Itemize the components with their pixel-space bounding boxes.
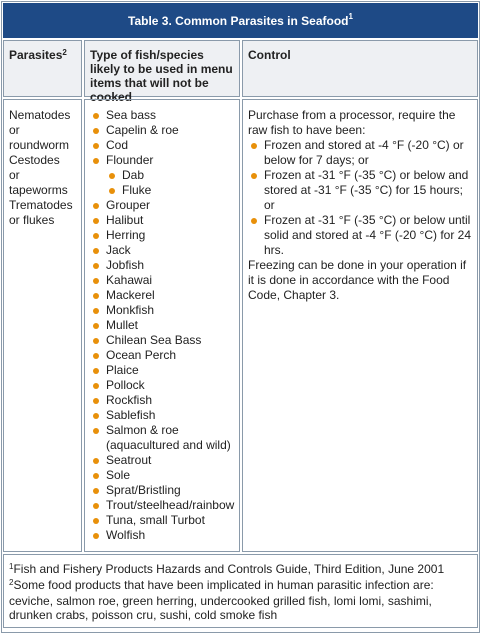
parasite-line: or [9,123,20,137]
bullet-icon [93,413,99,419]
bullet-icon [93,353,99,359]
fish-name: Seatrout [106,453,152,467]
parasites-cell [3,99,82,552]
bullet-icon [93,428,99,434]
fish-name: Rockfish [106,393,153,407]
bullet-icon [93,503,99,509]
bullet-icon [93,143,99,149]
bullet-icon [251,143,257,149]
list-item [90,423,234,453]
bullet-icon [109,188,115,194]
fish-name: Monkfish [106,303,155,317]
fish-name: Grouper [106,198,151,212]
list-item [248,168,472,213]
fish-name: Ocean Perch [106,348,177,362]
footnote [9,562,472,578]
control-cell [242,99,478,552]
table-footnotes [3,554,478,628]
fish-name: Sole [106,468,131,482]
table-header-row [2,39,479,104]
fish-name: Flounder [106,153,154,167]
list-item [90,123,234,138]
fish-name: Plaice [106,363,139,377]
list-item [90,183,234,198]
fish-name: Mackerel [106,288,155,302]
bullet-icon [93,128,99,134]
control-list [248,138,472,258]
fish-name: Cod [106,138,129,152]
list-item [90,528,234,543]
parasite-line: or flukes [9,213,55,227]
bullet-icon [93,113,99,119]
table-title: Table 3. Common Parasites in Seafood [128,13,349,28]
list-item [90,138,234,153]
list-item [90,168,234,183]
bullet-icon [93,338,99,344]
bullet-icon [93,248,99,254]
fish-name: Salmon & roe (aquacultured and wild) [106,423,231,452]
fish-name: Herring [106,228,146,242]
list-item [90,228,234,243]
bullet-icon [93,398,99,404]
table-body-row [2,98,479,553]
bullet-icon [93,458,99,464]
bullet-icon [93,278,99,284]
list-item [90,408,234,423]
fish-name: Kahawai [106,273,153,287]
parasite-line: roundworm [9,138,70,152]
fish-name: Jack [106,243,131,257]
fish-name: Sea bass [106,108,157,122]
fish-name: Capelin & roe [106,123,179,137]
control-item-text: Frozen and stored at -4 °F (-20 °C) or below for 7 days; or [264,138,464,167]
list-item [90,348,234,363]
list-item [90,288,234,303]
list-item [90,393,234,408]
bullet-icon [93,518,99,524]
control-item-text: Frozen at -31 °F (-35 °C) or below until solid and stored at -4 °F (-20 °C) for 24 hrs. [264,213,472,257]
fish-cell [84,99,240,552]
footnote-text: Fish and Fishery Products Hazards and Controls Guide, Third Edition, June 2001 [13,562,445,576]
table-caption [2,2,479,39]
list-item [90,513,234,528]
bullet-icon [93,383,99,389]
list-item [90,258,234,273]
bullet-icon [93,218,99,224]
list-item [248,213,472,258]
fish-name: Fluke [122,183,152,197]
fish-name: Halibut [106,213,144,227]
fish-name: Sprat/Bristling [106,483,181,497]
fish-list [90,108,234,543]
list-item [90,333,234,348]
bullet-icon [93,233,99,239]
footnote-number: 1 [9,562,14,571]
list-item [90,483,234,498]
header-control: Control [242,40,478,97]
control-item-text: Frozen at -31 °F (-35 °C) or below and stored at -31 °F (-35 °C) for 15 hours; or [264,168,469,212]
bullet-icon [93,263,99,269]
fish-name: Tuna, small Turbot [106,513,205,527]
bullet-icon [93,158,99,164]
list-item [90,363,234,378]
parasites-table [1,1,480,633]
list-item [90,213,234,228]
header-parasites [3,40,82,97]
fish-name: Pollock [106,378,145,392]
list-item [90,378,234,393]
list-item [90,198,234,213]
header-fish: Type of fish/species likely to be used in menu items that will not be cooked [84,40,240,97]
parasites-footnote-ref: 2 [62,48,67,57]
fish-name: Jobfish [106,258,145,272]
parasite-line: Nematodes [9,108,71,122]
fish-name: Trout/steelhead/rainbow [106,498,235,512]
bullet-icon [251,218,257,224]
list-item [90,303,234,318]
bullet-icon [93,308,99,314]
list-item [248,138,472,168]
fish-name: Sablefish [106,408,156,422]
bullet-icon [93,533,99,539]
bullet-icon [93,203,99,209]
footnote-text: Some food products that have been implicated in human parasitic infection are: ceviche, salmon roe, green herring, undercooked grilled fish, lomi lomi, sashimi, drunken crabs, poisson cru, sushi, cold smoke fish [9,578,434,622]
parasite-line: Trematodes [9,198,73,212]
list-item [90,243,234,258]
footnote [9,578,472,622]
list-item [90,318,234,333]
footnote-number: 2 [9,578,14,587]
bullet-icon [93,293,99,299]
bullet-icon [93,368,99,374]
control-intro: Purchase from a processor, require the raw fish to have been: [248,108,456,137]
list-item [90,153,234,168]
list-item [90,453,234,468]
list-item [90,498,234,513]
fish-name: Dab [122,168,145,182]
title-footnote-ref: 1 [348,12,353,21]
bullet-icon [93,473,99,479]
bullet-icon [93,488,99,494]
control-outro: Freezing can be done in your operation if it is done in accordance with the Food Code, Chapter 3. [248,258,467,302]
bullet-icon [109,173,115,179]
fish-name: Wolfish [106,528,146,542]
list-item [90,468,234,483]
bullet-icon [93,323,99,329]
fish-name: Chilean Sea Bass [106,333,202,347]
fish-name: Mullet [106,318,139,332]
parasite-line: Cestodes [9,153,60,167]
header-parasites-label: Parasites [9,48,63,62]
parasite-line: or [9,168,20,182]
list-item [90,108,234,123]
list-item [90,273,234,288]
bullet-icon [251,173,257,179]
parasite-line: tapeworms [9,183,68,197]
